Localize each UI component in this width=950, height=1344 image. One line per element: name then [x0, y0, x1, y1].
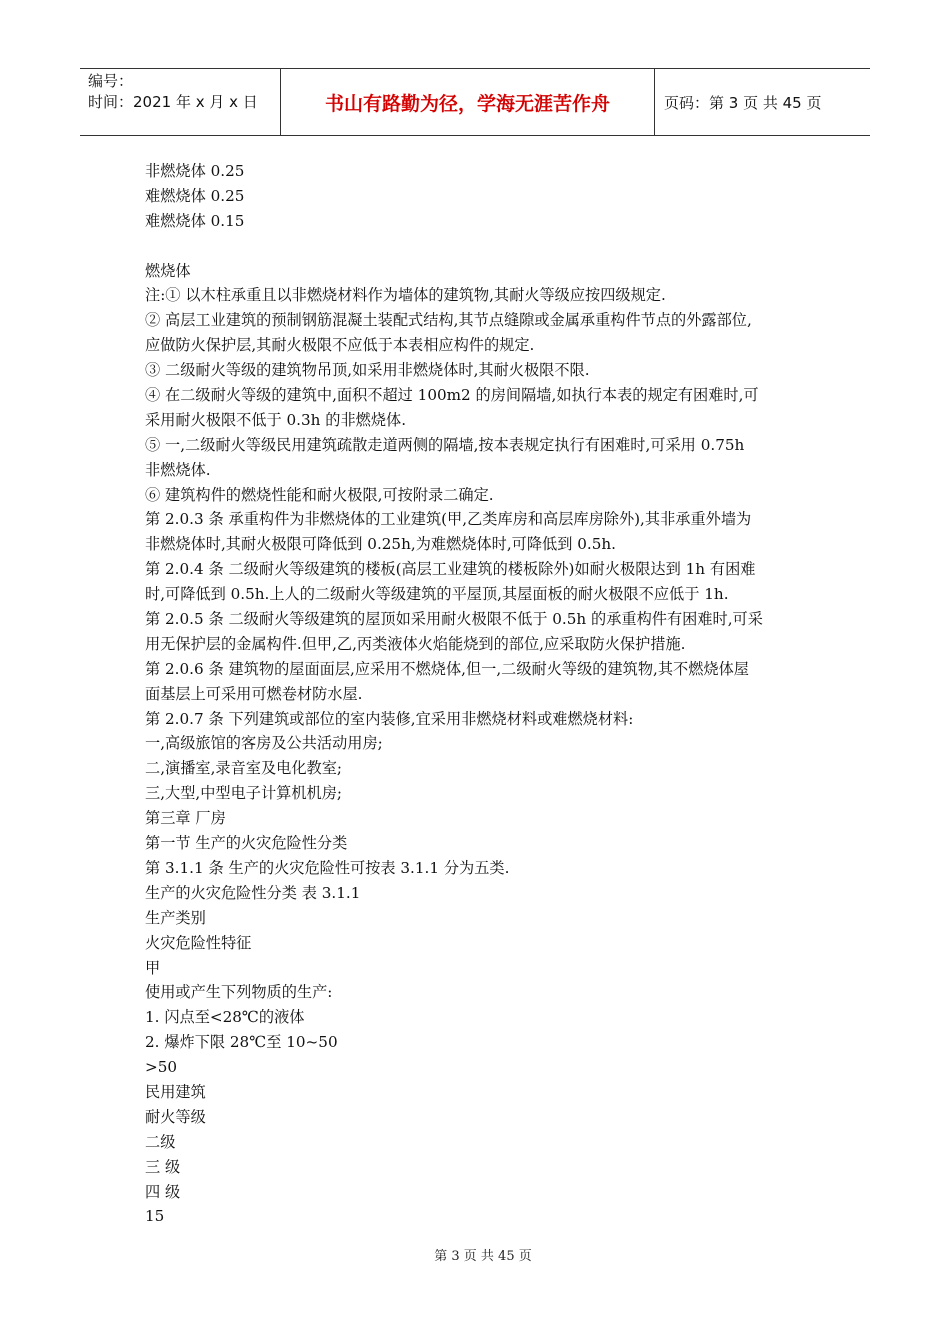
blank-line	[145, 234, 825, 259]
text-line: ⑤ 一,二级耐火等级民用建筑疏散走道两侧的隔墙,按本表规定执行有困难时,可采用 0.75h	[145, 435, 745, 454]
text-line: 民用建筑	[145, 1082, 206, 1101]
text-line: 难燃烧体 0.15	[145, 211, 245, 230]
text-line: 甲	[145, 958, 161, 977]
text-line: 二级	[145, 1132, 176, 1151]
text-line: 四 级	[145, 1182, 181, 1201]
text-line: 生产的火灾危险性分类 表 3.1.1	[145, 883, 361, 902]
text-line: 1. 闪点至<28℃的液体	[145, 1008, 305, 1027]
text-line: ④ 在二级耐火等级的建筑中,面积不超过 100m2 的房间隔墙,如执行本表的规定有困难时,可	[145, 386, 759, 405]
text-line: 三,大型,中型电子计算机机房;	[145, 784, 343, 803]
text-line: 非燃烧体时,其耐火极限可降低到 0.25h,为难燃烧体时,可降低到 0.5h.	[145, 535, 616, 554]
text-line: 第 2.0.7 条 下列建筑或部位的室内装修,宜采用非燃烧材料或难燃烧材料:	[145, 709, 634, 728]
text-line: 第 2.0.5 条 二级耐火等级建筑的屋顶如采用耐火极限不低于 0.5h 的承重构件有困难时,可采	[145, 610, 763, 629]
text-line: 第 3.1.1 条 生产的火灾危险性可按表 3.1.1 分为五类.	[145, 858, 510, 877]
page-header	[80, 68, 870, 136]
text-line: 时,可降低到 0.5h.上人的二级耐火等级建筑的平屋顶,其屋面板的耐火极限不应低于 1h.	[145, 585, 729, 604]
text-line: 第一节 生产的火灾危险性分类	[145, 834, 348, 853]
text-line: 生产类别	[145, 908, 206, 927]
text-line: 2. 爆炸下限 28℃至 10~50	[145, 1033, 338, 1052]
document-body	[145, 159, 825, 1229]
document-number-label: 编号：	[88, 72, 134, 90]
header-page-info: 页码：第 3 页 共 45 页	[664, 93, 822, 112]
text-line: 15	[145, 1207, 165, 1226]
text-line: ② 高层工业建筑的预制钢筋混凝土装配式结构,其节点缝隙或金属承重构件节点的外露部位,	[145, 311, 752, 330]
text-line: 非燃烧体.	[145, 460, 211, 479]
text-line: 使用或产生下列物质的生产:	[145, 983, 333, 1002]
text-line: 用无保护层的金属构件.但甲,乙,丙类液体火焰能烧到的部位,应采取防火保护措施.	[145, 634, 686, 653]
text-line: 第 2.0.3 条 承重构件为非燃烧体的工业建筑(甲,乙类库房和高层库房除外),其非承重外墙为	[145, 510, 752, 529]
text-line: 第三章 厂房	[145, 809, 226, 828]
text-line: 火灾危险性特征	[145, 933, 252, 952]
text-line: 三 级	[145, 1157, 181, 1176]
document-date-label: 时间：2021 年 x 月 x 日	[88, 93, 258, 111]
text-line: 一,高级旅馆的客房及公共活动用房;	[145, 734, 383, 753]
text-line: 采用耐火极限不低于 0.3h 的非燃烧体.	[145, 410, 407, 429]
text-line: 应做防火保护层,其耐火极限不应低于本表相应构件的规定.	[145, 336, 535, 355]
text-line: 燃烧体	[145, 261, 191, 280]
header-meta	[80, 69, 281, 135]
text-line: 第 2.0.4 条 二级耐火等级建筑的楼板(高层工业建筑的楼板除外)如耐火极限达到 1h 有困难	[145, 560, 756, 579]
text-line: 第 2.0.6 条 建筑物的屋面面层,应采用不燃烧体,但一,二级耐火等级的建筑物,其不燃烧体屋	[145, 659, 749, 678]
text-line: 二,演播室,录音室及电化教室;	[145, 759, 343, 778]
text-line: >50	[145, 1058, 178, 1077]
page-footer: 第 3 页 共 45 页	[434, 1249, 532, 1264]
text-line: 耐火等级	[145, 1107, 206, 1126]
header-motto: 书山有路勤为径，学海无涯苦作舟	[281, 69, 655, 135]
text-line: ③ 二级耐火等级的建筑物吊顶,如采用非燃烧体时,其耐火极限不限.	[145, 361, 590, 380]
text-line: ⑥ 建筑构件的燃烧性能和耐火极限,可按附录二确定.	[145, 485, 494, 504]
text-line: 难燃烧体 0.25	[145, 186, 245, 205]
text-line: 注:① 以木柱承重且以非燃烧材料作为墙体的建筑物,其耐火等级应按四级规定.	[145, 286, 666, 305]
text-line: 面基层上可采用可燃卷材防水屋.	[145, 684, 363, 703]
text-line: 非燃烧体 0.25	[145, 162, 245, 180]
